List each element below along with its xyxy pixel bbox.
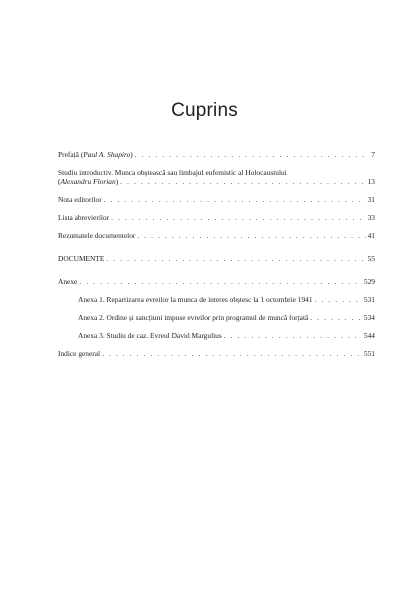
toc-page-number: 13 [367, 177, 375, 186]
toc-entry-nota-editorilor[interactable] [58, 195, 375, 204]
toc-entry-indice-general[interactable] [58, 349, 375, 358]
toc-page-number: 55 [367, 254, 375, 263]
toc-entry-author: Paul A. Shapiro [83, 150, 131, 159]
toc-entry-author: Alexandru Florian [60, 177, 116, 186]
dot-leader [224, 331, 362, 340]
toc-page-number: 41 [367, 231, 375, 240]
toc-page-number: 534 [363, 313, 375, 322]
toc-entry-label: Lista abrevierilor [58, 213, 110, 222]
toc-entry-label: Rezumatele documentelor [58, 231, 136, 240]
toc-entry-studiu-introductiv[interactable]: Studiu introductiv. Munca obștească sau limbajul eufemistic al Holocaustului (Alexandru Florian) . . . 13 [58, 168, 375, 186]
toc-entry-label: Anexa 1. Repartizarea evreilor la munca de interes obștesc la 1 octombrie 1941 [78, 295, 313, 304]
toc-entry-prefata[interactable]: Prefață (Paul A. Shapiro) . . . 7 [58, 150, 375, 159]
page-title: Cuprins [171, 100, 238, 121]
toc-page-number: 31 [367, 195, 375, 204]
toc-entry-anexa-2[interactable] [58, 313, 375, 322]
table-of-contents [58, 150, 375, 358]
dot-leader [79, 277, 362, 286]
dot-leader [111, 213, 366, 222]
toc-entry-label: DOCUMENTE [58, 254, 105, 263]
toc-page-number: 7 [371, 150, 375, 159]
dot-leader [315, 295, 362, 304]
toc-entry-anexa-3[interactable] [58, 331, 375, 340]
toc-page-number: 531 [363, 295, 375, 304]
toc-entry-anexe[interactable] [58, 277, 375, 286]
toc-entry-lista-abrevierilor[interactable] [58, 213, 375, 222]
toc-entry-label: Anexa 3. Studiu de caz. Evreul David Margulius [78, 331, 222, 340]
toc-entry-label: Anexa 2. Ordine și sancțiuni impuse evreilor prin programul de muncă forțată [78, 313, 309, 322]
dot-leader [137, 231, 365, 240]
toc-entry-label: Studiu introductiv. Munca obștească sau limbajul eufemistic al Holocaustului [58, 168, 287, 177]
dot-leader [135, 150, 370, 159]
toc-entry-label: Indice general [58, 349, 101, 358]
toc-entry-label: Nota editorilor [58, 195, 102, 204]
toc-entry-label: Prefață [58, 150, 79, 159]
dot-leader [106, 254, 365, 263]
toc-page-number: 544 [363, 331, 375, 340]
dot-leader [310, 313, 362, 322]
toc-entry-anexa-1[interactable] [58, 295, 375, 304]
toc-page-number: 551 [363, 349, 375, 358]
toc-entry-label: Anexe [58, 277, 78, 286]
toc-entry-rezumatele-documentelor[interactable] [58, 231, 375, 240]
dot-leader [120, 177, 365, 186]
dot-leader [104, 195, 366, 204]
toc-entry-documente[interactable] [58, 254, 375, 263]
dot-leader [102, 349, 362, 358]
toc-page-number: 33 [367, 213, 375, 222]
toc-page-number: 529 [363, 277, 375, 286]
